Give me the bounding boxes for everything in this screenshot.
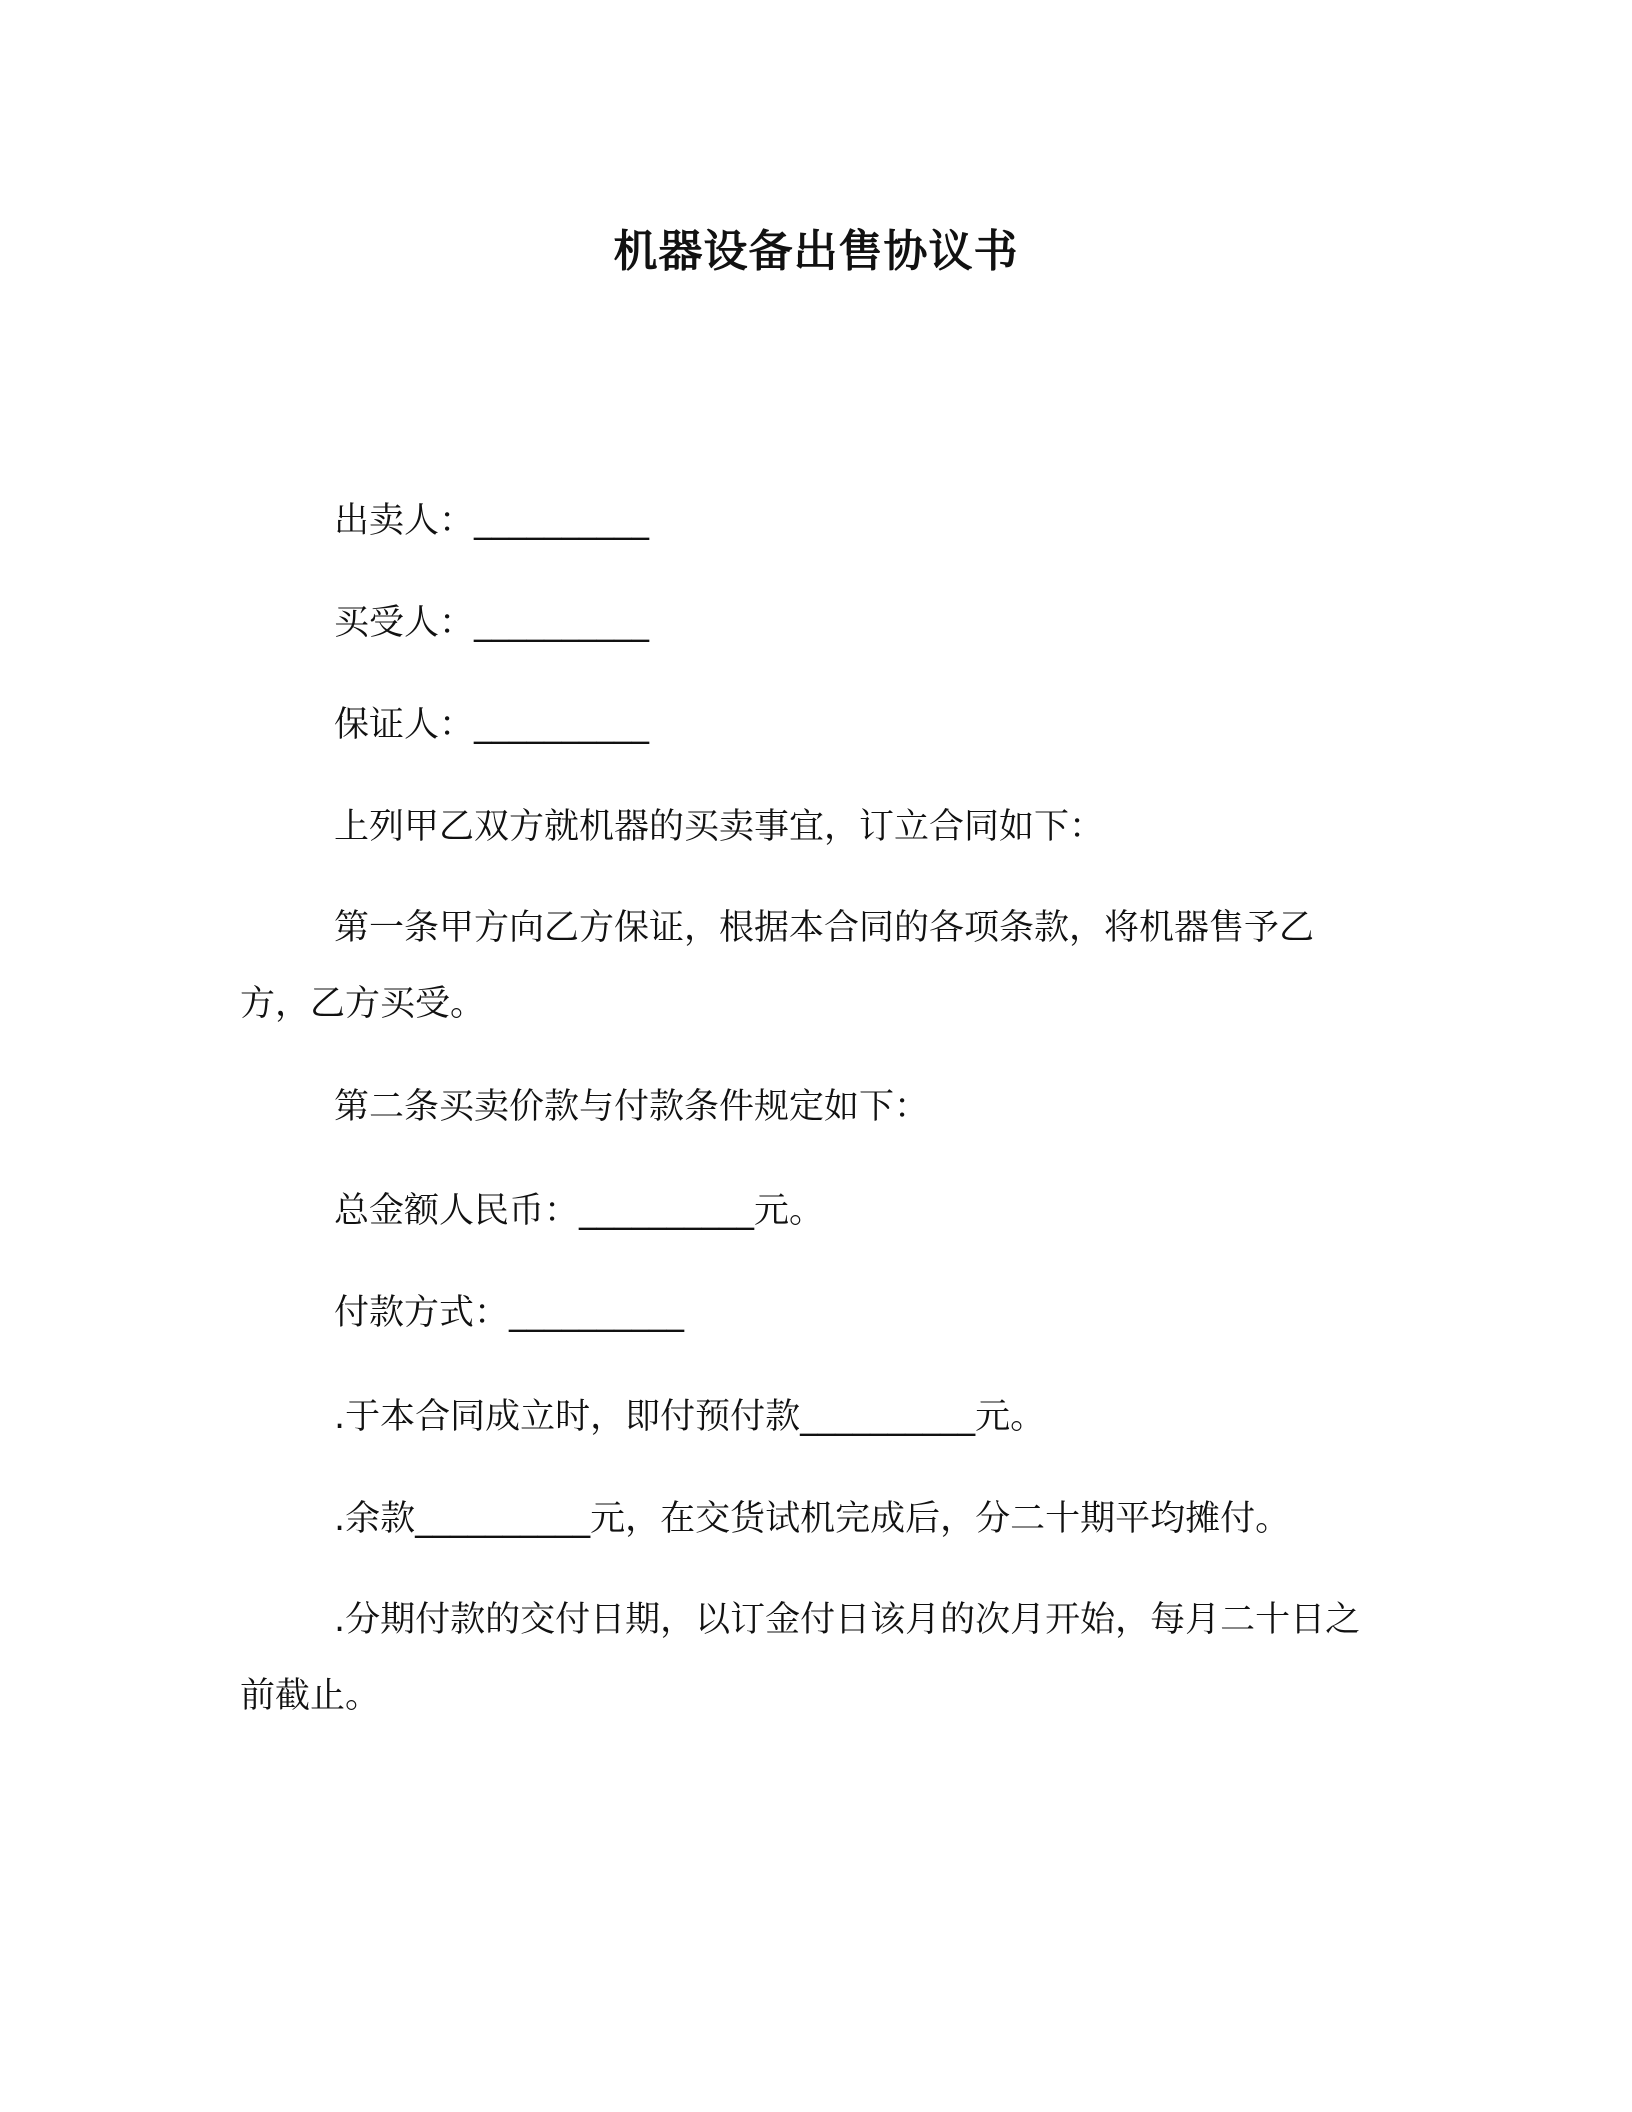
document-title: 机器设备出售协议书 (613, 226, 1019, 277)
total-amount-line: 总金额人民币：__________元。 (334, 1191, 825, 1231)
payment-item-2: .余款__________元，在交货试机完成后，分二十期平均摊付。 (334, 1499, 1291, 1539)
buyer-line: 买受人：__________ (334, 603, 650, 643)
seller-line: 出卖人：__________ (334, 501, 650, 541)
payment-method-line: 付款方式：__________ (334, 1293, 685, 1333)
article-1-paragraph: 第一条甲方向乙方保证，根据本合同的各项条款，将机器售予乙方，乙方买受。 (240, 908, 1315, 1024)
payment-item-1: .于本合同成立时，即付预付款__________元。 (334, 1397, 1046, 1437)
intro-line: 上列甲乙双方就机器的买卖事宜，订立合同如下： (334, 807, 1105, 847)
payment-item-3: .分期付款的交付日期，以订金付日该月的次月开始，每月二十日之前截止。 (240, 1600, 1361, 1716)
article-2-line: 第二条买卖价款与付款条件规定如下： (334, 1087, 930, 1127)
guarantor-line: 保证人：__________ (334, 705, 650, 745)
